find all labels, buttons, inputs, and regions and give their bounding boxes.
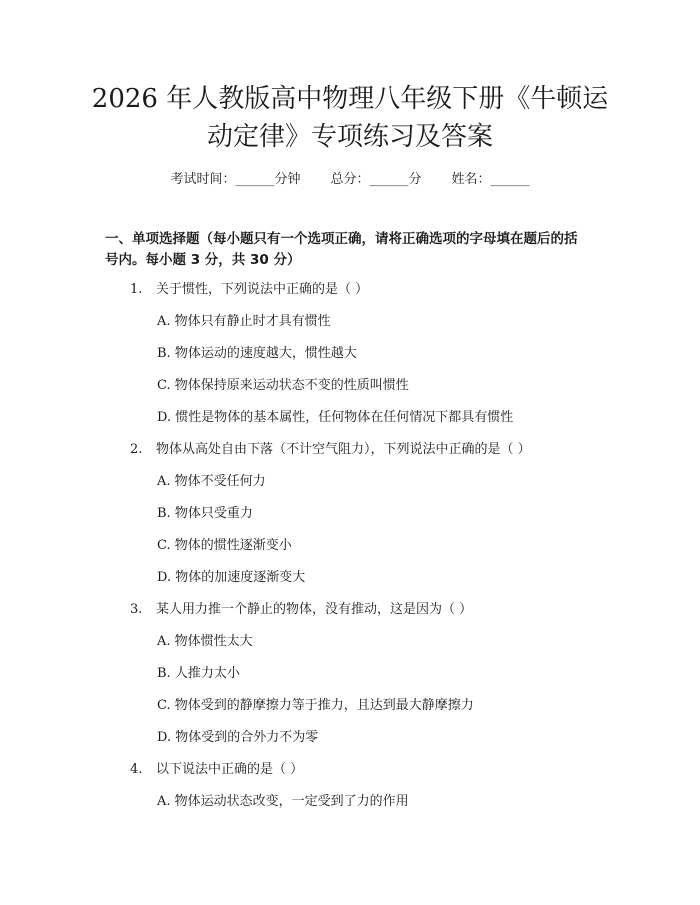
option-4a: A. 物体运动状态改变，一定受到了力的作用 <box>157 794 409 809</box>
question-3 <box>130 601 472 619</box>
section-heading-line-2: 号内。每小题 3 分，共 30 分） <box>105 252 301 268</box>
question-1 <box>130 281 368 299</box>
question-text: 关于惯性，下列说法中正确的是（ ） <box>156 282 369 297</box>
student-name-field: 姓名：______ <box>451 172 530 187</box>
document-title-line-2: 动定律》专项练习及答案 <box>206 122 493 152</box>
option-1d: D. 惯性是物体的基本属性，任何物体在任何情况下都具有惯性 <box>157 410 514 425</box>
section-heading <box>105 229 605 271</box>
option-2b: B. 物体只受重力 <box>157 506 253 521</box>
question-number: 1. <box>130 282 143 297</box>
option-1c: C. 物体保持原来运动状态不变的性质叫惯性 <box>157 378 409 393</box>
option-3c: C. 物体受到的静摩擦力等于推力，且达到最大静摩擦力 <box>157 698 474 713</box>
option-2c: C. 物体的惯性逐渐变小 <box>157 538 292 553</box>
question-text: 以下说法中正确的是（ ） <box>156 762 304 777</box>
document-title-line-1: 2026 年人教版高中物理八年级下册《牛顿运 <box>91 84 609 114</box>
question-text: 物体从高处自由下落（不计空气阻力），下列说法中正确的是（ ） <box>156 442 531 457</box>
total-score-field: 总分：______分 <box>330 172 422 187</box>
question-number: 4. <box>130 762 143 777</box>
question-2 <box>130 441 531 459</box>
exam-info-row <box>0 168 700 187</box>
question-text: 某人用力推一个静止的物体，没有推动，这是因为（ ） <box>156 602 473 617</box>
option-1a: A. 物体只有静止时才具有惯性 <box>157 314 331 329</box>
exam-time-field: 考试时间：______分钟 <box>170 172 301 187</box>
option-1b: B. 物体运动的速度越大，惯性越大 <box>157 346 357 361</box>
question-number: 2. <box>130 442 143 457</box>
option-3b: B. 人推力太小 <box>157 666 240 681</box>
option-3a: A. 物体惯性太大 <box>157 634 253 649</box>
option-2a: A. 物体不受任何力 <box>157 474 266 489</box>
question-4 <box>130 761 303 779</box>
question-number: 3. <box>130 602 143 617</box>
section-heading-line-1: 一、单项选择题（每小题只有一个选项正确，请将正确选项的字母填在题后的括 <box>105 231 578 247</box>
option-3d: D. 物体受到的合外力不为零 <box>157 730 319 745</box>
option-2d: D. 物体的加速度逐渐变大 <box>157 570 306 585</box>
